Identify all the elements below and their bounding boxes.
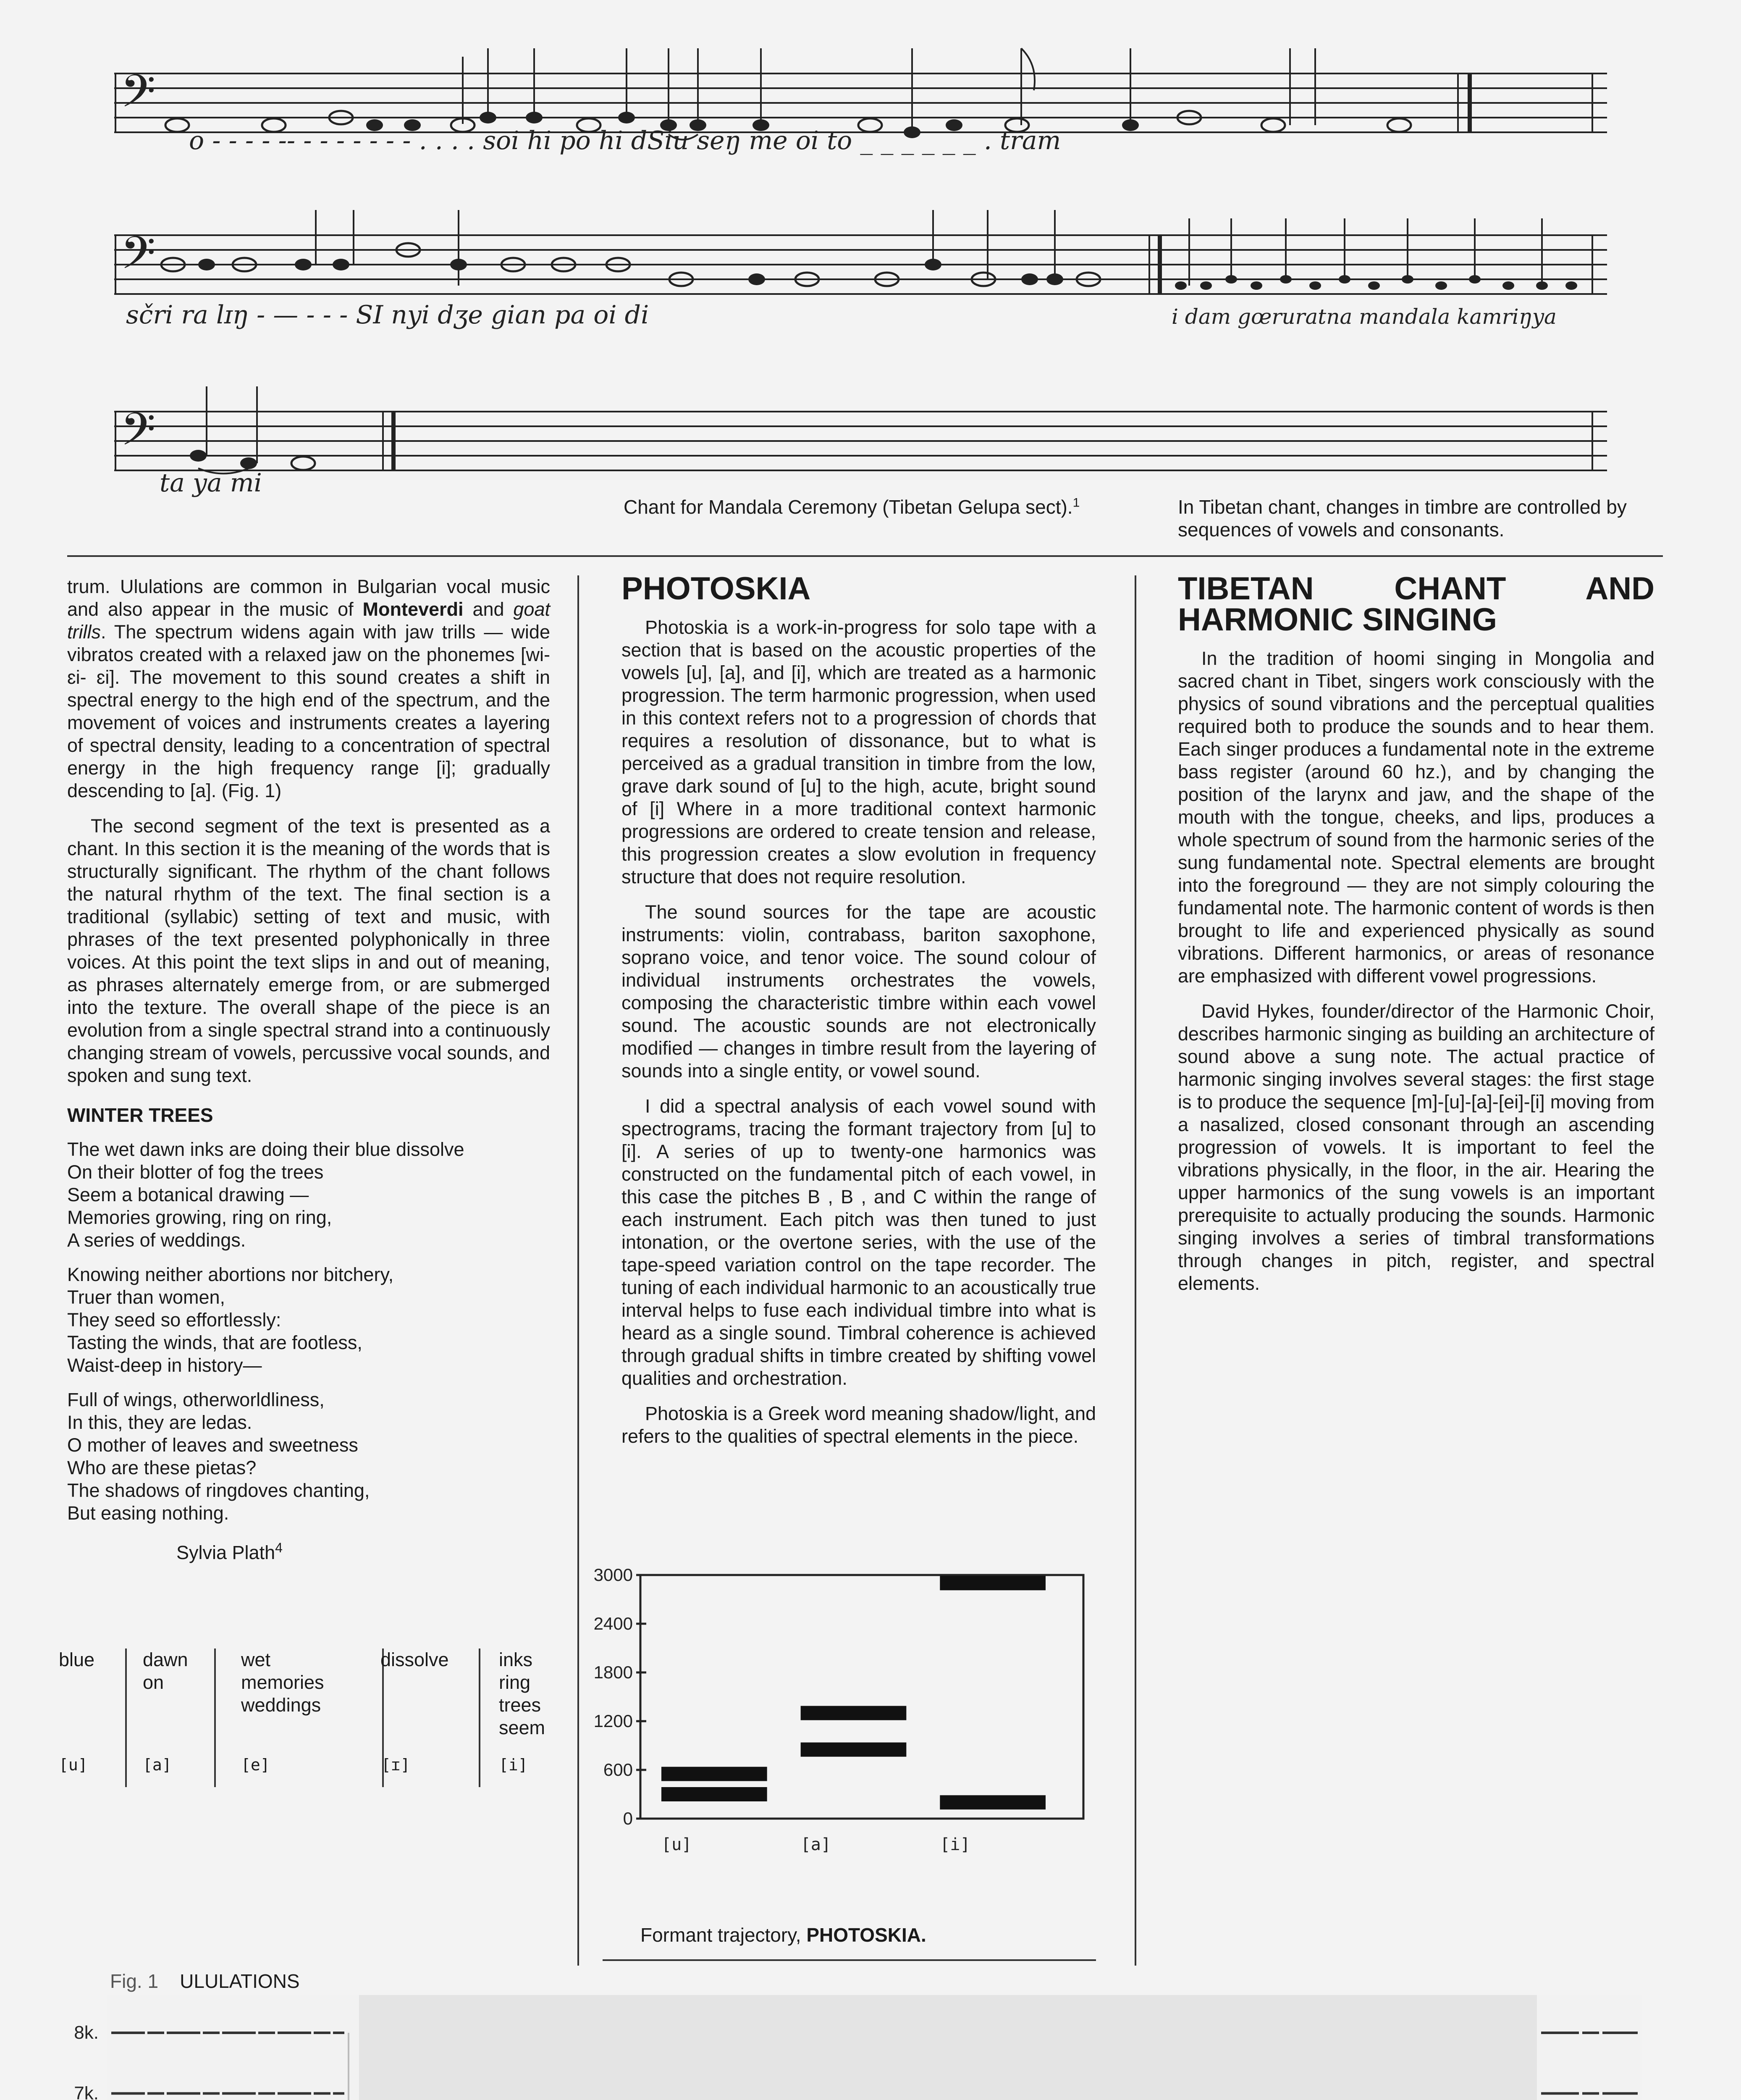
col1-p1-bold: Monteverdi — [362, 598, 464, 620]
y-tick-label: 3000 — [593, 1565, 633, 1585]
poem-line: O mother of leaves and sweetness — [67, 1434, 358, 1456]
tibetan-heading: TIBETAN CHANT AND HARMONIC SINGING — [1178, 571, 1654, 638]
ululations-spectrogram — [0, 1991, 1741, 2100]
spectrogram-clear-zone-right — [1537, 1995, 1642, 2100]
poem-line: Who are these pietas? — [67, 1457, 257, 1478]
vowel-word: inks — [499, 1649, 533, 1670]
poem-line: On their blotter of fog the trees — [67, 1161, 324, 1183]
vowel-phoneme: [u] — [59, 1756, 88, 1774]
poem-line: The wet dawn inks are doing their blue dissolve — [67, 1139, 464, 1160]
x-category-label: [u] — [661, 1835, 692, 1854]
poem-line: The shadows of ringdoves chanting, — [67, 1480, 370, 1501]
poem-line: In this, they are ledas. — [67, 1412, 252, 1433]
formant-bar — [801, 1743, 907, 1757]
poem-author-name: Sylvia Plath — [176, 1542, 275, 1563]
col1-paragraph-2: The second segment of the text is presented as a chant. In this section it is the meaning of the words that is structurally significant. The rhythm of the chant follows the natural rhythm of the text. The final section is a traditional (syllabic) setting of text and music, with phrases of the text presented polyphonically in three voices. At this point the text slips in and out of meaning, as phrases alternately emerge from, or are submerged into the texture. The overall shape of the piece is an evolution from a single spectral strand into a continuously changing stream of vowels, percussive vocal sounds, and spoken and sung text. — [67, 815, 550, 1086]
vowel-word: ring — [499, 1672, 531, 1693]
vowel-word: weddings — [241, 1694, 321, 1716]
formant-bar — [801, 1706, 907, 1720]
poem-stanza-2 — [67, 1263, 550, 1377]
vowel-col-u — [59, 1648, 122, 1800]
music-caption — [624, 496, 1080, 518]
y-tick-label: 0 — [623, 1809, 633, 1828]
chart-caption-rule — [603, 1959, 1096, 1961]
table-divider — [479, 1648, 480, 1787]
vowel-phoneme: [e] — [241, 1756, 270, 1774]
formant-chart-svg — [588, 1562, 1092, 1898]
vowel-word: seem — [499, 1717, 545, 1738]
column-1 — [67, 575, 550, 1564]
poem-title: WINTER TREES — [67, 1104, 213, 1126]
poem-stanza-3 — [67, 1389, 550, 1525]
formant-chart-caption — [640, 1924, 926, 1946]
figure-label — [110, 1970, 300, 1992]
poem-line: Knowing neither abortions nor bitchery, — [67, 1264, 394, 1285]
svg-text:𝄢: 𝄢 — [121, 403, 156, 467]
spectrogram-svg — [0, 1991, 1741, 2100]
col3-paragraph-1: In the tradition of hoomi singing in Mongolia and sacred chant in Tibet, singers work consciously with the physics of sound vibrations and the perceptual qualities required both to produce the sounds and to hear them. Each singer produces a fundamental note in the extreme bass register (around 60 hz.), and by changing the position of the larynx and jaw, and the shape of the mouth with the tongue, cheeks, and lips, produces a whole spectrum of sound from the harmonic series of the sung fundamental note. Spectral elements are brought into the foreground — they are not simply colouring the fundamental note. The harmonic content of words is then brought to life and experienced physically as sound vibrations. Different harmonics, or areas of resonance are emphasized with different vowel progressions. — [1178, 648, 1654, 987]
vowel-col-e — [241, 1648, 346, 1800]
staff-1-lyrics: o - - - - -- - - - - - - - . . . . soi hi po hi dSiu seŋ me oi to _ _ _ _ _ _ . tram — [189, 126, 1061, 155]
y-tick-label: 1200 — [593, 1711, 633, 1731]
formant-bar — [661, 1787, 767, 1801]
col1-p1-text-c: and — [463, 598, 514, 620]
staff-2-lyrics-b: i dam gœruratna mandala kamriŋya — [1172, 304, 1557, 329]
vowel-word: memories — [241, 1672, 324, 1693]
vowel-word: dawn — [143, 1649, 188, 1670]
col1-p1-text-a: trum. Ululations are common in Bulgarian vocal music and also appear in the music of — [67, 576, 550, 620]
poem-line: Tasting the winds, that are footless, — [67, 1332, 362, 1353]
vowel-phoneme: [i] — [499, 1756, 528, 1774]
vowel-word: trees — [499, 1694, 541, 1716]
music-note: In Tibetan chant, changes in timbre are controlled by sequences of vowels and consonants. — [1178, 496, 1627, 541]
col3-paragraph-2: David Hykes, founder/director of the Harmonic Choir, describes harmonic singing as building an architecture of sound above a sung note. The actual practice of harmonic singing involves several stages: the first stage is to produce the sequence [m]-[u]-[a]-[ei]-[i] moving from a nasalized, closed consonant through an ascending progression of vowels. It is important to feel the vibrations physically, in the floor, in the air. Hearing the upper harmonics of the sung vowels is an important prerequisite to actually producing the sounds. Harmonic singing involves a series of timbral transformations through changes in pitch, register, and spectral elements. — [1178, 1000, 1654, 1294]
col2-paragraph-4: Photoskia is a Greek word meaning shadow/light, and refers to the qualities of spectral elements in the piece. — [621, 1403, 1096, 1447]
vowel-col-i — [499, 1648, 562, 1800]
svg-text:𝄢: 𝄢 — [121, 65, 156, 129]
frequency-tick-label: 7k. — [74, 2083, 99, 2100]
vowel-word: dissolve — [380, 1649, 449, 1670]
formant-bar — [940, 1576, 1046, 1590]
music-staff-2 — [114, 202, 1607, 307]
col2-paragraph-2: The sound sources for the tape are acoustic instruments: violin, contrabass, bariton saxophone, soprano voice, and tenor voice. The sound colour of individual instruments orchestrates the vowels, composing the characteristic timbre within each vowel sound. The acoustic sounds are not electronically modified — changes in timbre result from the layering of sounds into a single entity, or vowel sound. — [621, 901, 1096, 1082]
figure-title: ULULATIONS — [180, 1970, 300, 1992]
y-tick-label: 1800 — [593, 1662, 633, 1682]
x-category-label: [i] — [940, 1835, 970, 1854]
y-tick-label: 600 — [603, 1760, 633, 1780]
y-tick-label: 2400 — [593, 1614, 633, 1633]
column-divider-1 — [577, 575, 579, 1966]
top-divider — [67, 555, 1663, 557]
table-divider — [125, 1648, 127, 1787]
x-category-label: [a] — [800, 1835, 831, 1854]
vowel-col-a — [143, 1648, 206, 1800]
vowel-word: blue — [59, 1649, 95, 1670]
chart-caption-bold: PHOTOSKIA. — [806, 1924, 926, 1946]
poem-line: A series of weddings. — [67, 1229, 246, 1251]
chart-caption-text: Formant trajectory, — [640, 1924, 807, 1946]
column-3 — [1178, 573, 1654, 1307]
vowel-word: on — [143, 1672, 164, 1693]
col1-paragraph-1 — [67, 575, 550, 802]
poem-author — [176, 1536, 550, 1564]
col2-paragraph-1: Photoskia is a work-in-progress for solo tape with a section that is based on the acoustic properties of the vowels [u], [a], and [i], which are treated as a harmonic progression. The term harmonic progression, when used in this context refers not to a progression of chords that requires a resolution of dissonance, but to what is perceived as a gradual transition in timbre from the low, grave dark sound of [u] to the high, acute, bright sound of [i] Where in a more traditional context harmonic progressions are ordered to create tension and release, this progression creates a slow evolution in frequency structure that does not require resolution. — [621, 617, 1096, 887]
poem-line: Seem a botanical drawing — — [67, 1184, 309, 1205]
photoskia-heading: PHOTOSKIA — [621, 571, 811, 606]
column-2 — [621, 573, 1096, 1460]
spectrogram-clear-zone-left — [107, 1995, 359, 2100]
vowel-col-i-short — [381, 1648, 465, 1800]
vowel-phoneme: [a] — [143, 1756, 172, 1774]
poem-author-footnote: 4 — [275, 1540, 283, 1555]
formant-chart — [588, 1562, 1092, 1898]
col1-p1-text-e: . The spectrum widens again with jaw trills — wide vibratos created with a relaxed jaw on the phonemes [wi- ɛi- ɛi]. The movement to this sound creates a shift in spectral energy to the high end of the spectrum, and the movement of voices and instruments creates a layering of spectral density, leading to a concentration of spectral energy in the high frequency range [i]; gradually descending to [a]. (Fig. 1) — [67, 621, 550, 801]
poem-line: Truer than women, — [67, 1286, 225, 1308]
poem-line: Memories growing, ring on ring, — [67, 1207, 332, 1228]
formant-bar — [940, 1795, 1046, 1809]
poem-line: They seed so effortlessly: — [67, 1309, 281, 1331]
poem-stanza-1 — [67, 1138, 550, 1252]
figure-number: Fig. 1 — [110, 1970, 159, 1992]
frequency-tick-label: 8k. — [74, 2022, 99, 2043]
svg-text:𝄢: 𝄢 — [121, 226, 156, 290]
vowel-table — [59, 1648, 563, 1804]
poem-line: Waist-deep in history— — [67, 1354, 262, 1376]
poem — [67, 1138, 550, 1525]
poem-line: Full of wings, otherworldliness, — [67, 1389, 325, 1410]
staff-2-lyrics: sčri ra lɪŋ - — - - - SI nyi dʒe gian pa oi di — [126, 300, 649, 330]
chart-frame — [640, 1575, 1083, 1819]
formant-bar — [661, 1767, 767, 1781]
music-caption-footnote: 1 — [1072, 496, 1080, 510]
vowel-word: wet — [241, 1649, 271, 1670]
staff-3-lyrics: ta ya mi — [160, 468, 262, 498]
music-caption-text: Chant for Mandala Ceremony (Tibetan Gelupa sect). — [624, 496, 1073, 518]
column-divider-2 — [1135, 575, 1136, 1966]
col1-p1-italic: goat trills — [67, 598, 550, 643]
vowel-phoneme: [ɪ] — [381, 1756, 410, 1774]
table-divider — [214, 1648, 216, 1787]
poem-line: But easing nothing. — [67, 1502, 229, 1524]
col2-paragraph-3: I did a spectral analysis of each vowel sound with spectrograms, tracing the formant trajectory from [u] to [i]. A series of up to twenty-one harmonics was constructed on the fundamental pitch of each vowel, in this case the pitches B , B , and C within the range of each instrument. Each pitch was then tuned to just intonation, or the overtone series, with the use of the tape-speed variation control on the tape recorder. The tuning of each individual harmonic to an acoustically true interval helps to fuse each individual timbre into what is heard as a single sound. Timbral coherence is achieved through gradual shifts in timbre created by shifting vowel qualities and orchestration. — [621, 1095, 1096, 1389]
music-staff-3 — [114, 378, 1607, 475]
